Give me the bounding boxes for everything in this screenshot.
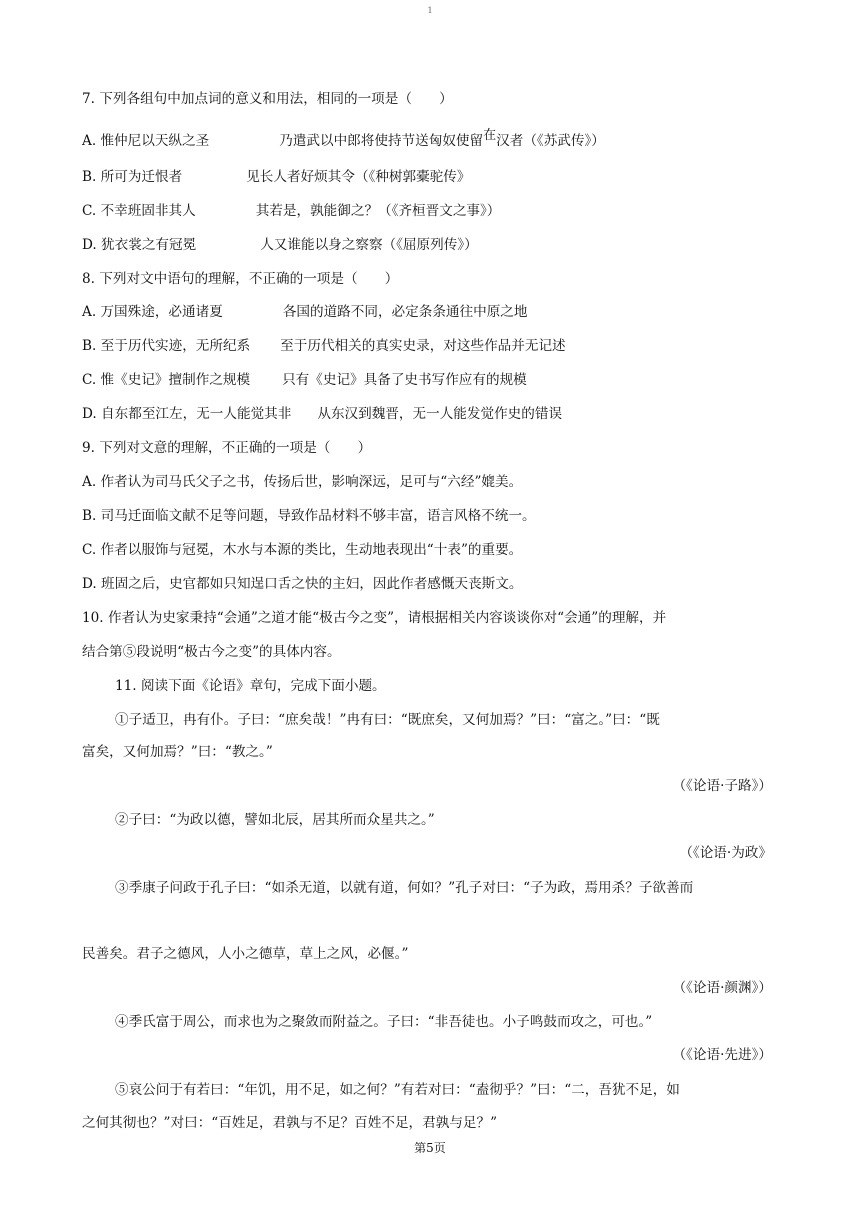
q9-option-a: A. 作者认为司马氏父子之书，传扬后世，影响深远，足可与“六经”媲美。	[82, 474, 523, 490]
q11-passage-5-line-1: ⑤哀公问于有若曰：“年饥，用不足，如之何？”有若对曰：“盍彻乎？”曰：“二，吾犹不足，如	[115, 1082, 680, 1098]
q11-passage-4-line-1: ④季氏富于周公，而求也为之聚敛而附益之。子曰：“非吾徒也。小子鸣鼓而攻之，可也。”	[115, 1014, 653, 1030]
q11-passage-3-source: （《论语·颜渊》）	[672, 980, 772, 996]
q11-passage-2-line-1: ②子曰：“为政以德，譬如北辰，居其所而众星共之。”	[115, 812, 435, 828]
q11-passage-3-line-2: 民善矣。君子之德风，人小之德草，草上之风，必偃。”	[82, 946, 409, 962]
q8-option-a-right: 各国的道路不同，必定条条通往中原之地	[282, 304, 528, 320]
q7-option-c-right: 其若是，孰能御之？（《齐桓晋文之事》）	[255, 203, 501, 219]
q7-option-c	[82, 201, 500, 221]
q7-option-a-right: 乃遣武以中郎将使持节送匈奴使留	[279, 133, 484, 149]
header-mark: 1	[427, 6, 433, 15]
q8-option-c-right: 只有《史记》具备了史书写作应有的规模	[282, 372, 527, 388]
q8-option-d-right: 从东汉到魏晋，无一人能发觉作史的错误	[317, 406, 563, 422]
q11-passage-1-line-1: ①子适卫，冉有仆。子曰：“庶矣哉！”冉有曰：“既庶矣，又何加焉？”曰：“富之。”曰：“既	[115, 712, 660, 728]
q7-option-a-left: A. 惟仲尼以天纵之圣	[82, 133, 210, 149]
q8-option-c	[82, 370, 527, 390]
q7-option-a-right-end: 汉者（《苏武传》）	[496, 133, 605, 149]
page-number: 第5页	[414, 1141, 446, 1155]
q7-option-b-left: B. 所可为迁恨者	[82, 169, 183, 185]
q11-passage-5-line-2: 之何其彻也？”对曰：“百姓足，君孰与不足？百姓不足，君孰与足？”	[82, 1115, 498, 1131]
q7-option-b-right: 见长人者好烦其令（《种树郭橐驼传》	[246, 169, 471, 185]
q8-option-d	[82, 404, 562, 424]
q8-option-d-left: D. 自东都至江左，无一人能觉其非	[82, 406, 292, 422]
q11-passage-4-source: （《论语·先进》）	[672, 1047, 772, 1063]
q8-option-b-left: B. 至于历代实迹，无所纪系	[82, 338, 251, 354]
q11-passage-1-line-2: 富矣，又何加焉？”曰：“教之。”	[82, 744, 273, 760]
q11-stem: 11. 阅读下面《论语》章句，完成下面小题。	[115, 678, 386, 694]
q11-passage-2-source: （《论语·为政》	[679, 845, 772, 861]
q7-stem: 7. 下列各组句中加点词的意义和用法，相同的一项是（ ）	[82, 91, 453, 107]
q10-line-1: 10. 作者认为史家秉持“会通”之道才能“极古今之变”，请根据相关内容谈谈你对“会通”的理解，并	[82, 610, 667, 626]
q9-option-d: D. 班固之后，史官都如只知逞口舌之快的主妇，因此作者感慨天丧斯文。	[82, 576, 523, 592]
q7-option-b	[82, 167, 471, 187]
q8-option-b	[82, 336, 566, 356]
q7-option-d-left: D. 犹衣裳之有冠冕	[82, 237, 197, 253]
q8-option-c-left: C. 惟《史记》擅制作之规模	[82, 372, 251, 388]
q8-option-a	[82, 302, 528, 322]
q8-stem: 8. 下列对文中语句的理解，不正确的一项是（ ）	[82, 271, 399, 287]
q11-passage-1-source: （《论语·子路》）	[672, 778, 772, 794]
q8-option-a-left: A. 万国殊途，必通诸夏	[82, 304, 223, 320]
q7-option-a	[82, 128, 605, 152]
q8-option-b-right: 至于历代相关的真实史录，对这些作品并无记述	[280, 338, 566, 354]
q7-option-c-left: C. 不幸班固非其人	[82, 203, 196, 219]
q11-passage-3-line-1: ③季康子问政于孔子曰：“如杀无道，以就有道，何如？”孔子对曰：“子为政，焉用杀？子欲善而	[115, 880, 694, 896]
q7-option-d-right: 人又谁能以身之察察（《屈原列传》）	[260, 237, 478, 253]
q9-stem: 9. 下列对文意的理解，不正确的一项是（ ）	[82, 440, 372, 456]
q7-option-d	[82, 235, 478, 255]
q10-line-2: 结合第⑤段说明“极古今之变”的具体内容。	[82, 644, 341, 660]
q7-option-a-raised-char: 在	[483, 128, 497, 143]
q9-option-b: B. 司马迁面临文献不足等问题，导致作品材料不够丰富，语言风格不统一。	[82, 508, 536, 524]
q9-option-c: C. 作者以服饰与冠冕，木水与本源的类比，生动地表现出“十表”的重要。	[82, 542, 523, 558]
